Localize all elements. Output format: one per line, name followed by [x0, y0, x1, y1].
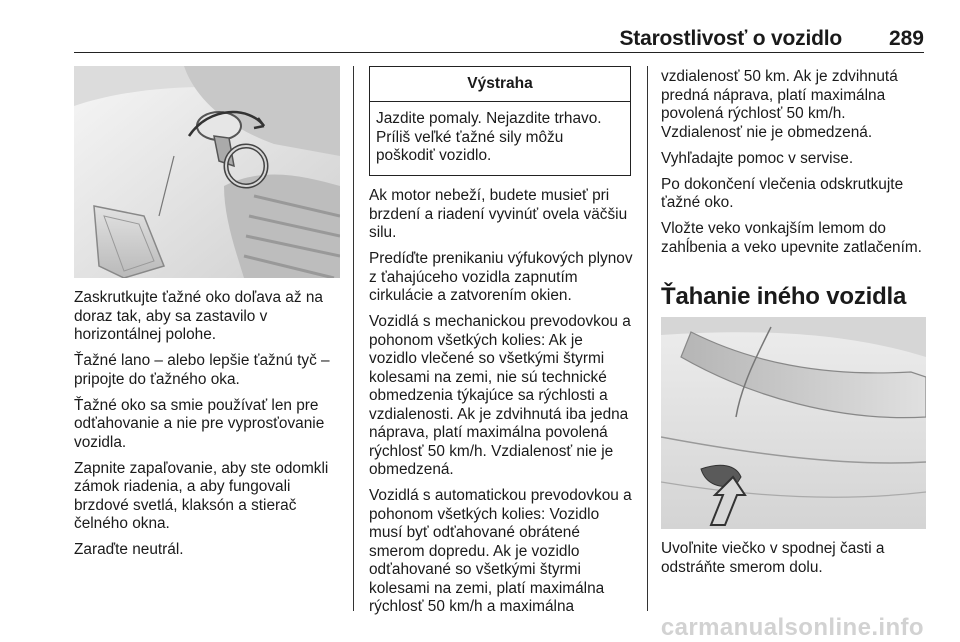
- paragraph: Ťažné oko sa smie používať len pre odťahovanie a nie pre vyprosťovanie vozidla.: [74, 396, 325, 451]
- paragraph: Uvoľnite viečko v spodnej časti a odstráňte smerom dolu.: [661, 540, 885, 576]
- paragraph: Vyhľadajte pomoc v servise.: [661, 149, 854, 167]
- paragraph: Zaskrutkujte ťažné oko doľava až na doraz tak, aby sa zastavilo v horizontálnej polohe.: [74, 289, 323, 343]
- column-right-after-image-text: [661, 540, 927, 585]
- paragraph: Po dokončení vlečenia odskrutkujte ťažné oko.: [661, 175, 904, 211]
- warning-text: Jazdite pomaly. Nejazdite trhavo. Príliš veľké ťažné sily môžu poškodiť vozidlo.: [376, 110, 602, 164]
- paragraph: Vozidlá s mechanickou prevodovkou a pohonom všetkých kolies: Ak je vozidlo vlečené so všetkými štyrmi kolesami na zemi, nie sú technické obmedzenia týkajúce sa rýchlosti a vzdialenosti. Ak je zdvihnutá iba jedna náprava, platí maximálna povolená rýchlosť 50 km/h. Vzdialenosť nie je obmedzená.: [369, 313, 631, 478]
- rear-towing-cover-illustration: [661, 317, 926, 529]
- column-middle-text: [369, 187, 635, 624]
- paragraph: Zapnite zapaľovanie, aby ste odomkli zámok riadenia, a aby fungovali brzdové svetlá, klaksón a stierač čelného okna.: [74, 459, 329, 532]
- watermark: carmanualsonline.info: [660, 614, 924, 641]
- paragraph: Predíďte prenikaniu výfukových plynov z ťahajúceho vozidla zapnutím cirkulácie a zatvorením okien.: [369, 250, 633, 304]
- paragraph: Ak motor nebeží, budete musieť pri brzdení a riadení vyvinúť ovela väčšiu silu.: [369, 187, 628, 241]
- header-rule: [74, 52, 924, 53]
- warning-box: [369, 66, 631, 176]
- towing-eye-front-illustration: [74, 66, 340, 278]
- column-divider-left: [353, 66, 354, 611]
- section-title: Ťahanie iného vozidla: [661, 283, 907, 310]
- column-right-text: [661, 68, 927, 265]
- paragraph: Vozidlá s automatickou prevodovkou a pohonom všetkých kolies: Vozidlo musí byť odťahované obrátené smerom dopredu. Ak je vozidlo odťahované so všetkými štyrmi kolesami na zemi, platí maximálna rýchlosť 50 km/h a maximálna: [369, 487, 632, 615]
- warning-heading: Výstraha: [370, 67, 630, 102]
- column-left-text: [74, 289, 342, 567]
- running-header-title: Starostlivosť o vozidlo: [619, 27, 842, 50]
- paragraph: Zaraďte neutrál.: [74, 541, 184, 558]
- page-number: 289: [888, 27, 924, 50]
- column-divider-right: [647, 66, 648, 611]
- paragraph: Vložte veko vonkajším lemom do zahĺbenia a veko upevnite zatlačením.: [661, 220, 922, 256]
- paragraph: Ťažné lano – alebo lepšie ťažnú tyč – pripojte do ťažného oka.: [74, 352, 330, 388]
- paragraph: vzdialenosť 50 km. Ak je zdvihnutá predná náprava, platí maximálna povolená rýchlosť 50 km/h. Vzdialenosť nie je obmedzená.: [661, 68, 898, 141]
